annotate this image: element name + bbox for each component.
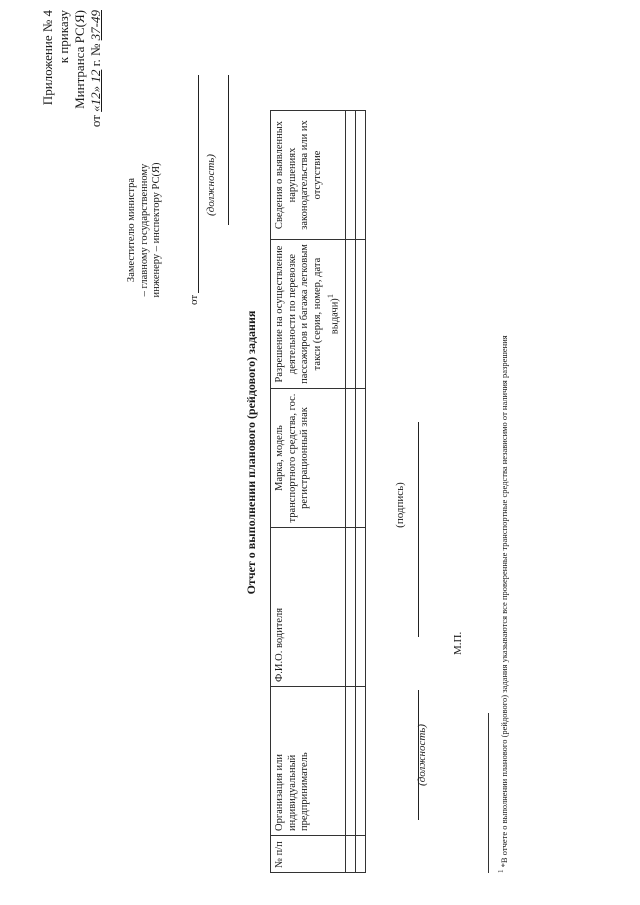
recipient-block	[126, 130, 164, 330]
appendix-ministry: Минтранса РС(Я)	[72, 10, 87, 109]
recipient-line-3: инженеру – инспектору РС(Я)	[151, 162, 162, 298]
date-prefix: от	[88, 115, 103, 128]
position-caption: (должность)	[416, 724, 428, 786]
table-cell	[346, 528, 356, 687]
table-cell	[346, 687, 356, 836]
table-cell	[356, 111, 366, 240]
footnote-separator	[488, 713, 489, 873]
stamp-place: М.П.	[452, 631, 464, 655]
col-violations: Сведения о выявленных нарушениях законодательства или их отсутствие	[271, 111, 346, 240]
recipient-line-2: – главному государственному	[138, 163, 150, 297]
report-title: Отчет о выполнении планового (рейдового) задания	[244, 310, 258, 595]
appendix-date-line	[88, 10, 104, 270]
appendix-header	[40, 10, 104, 270]
year-suffix: г. №	[88, 43, 103, 67]
col-taxi-permit-text: Разрешение на осуществление деятельности по перевозке пассажиров и багажа легковым такси (серия, номер, дата выдачи)	[274, 244, 341, 384]
recipient-line-1: Заместителю министра	[126, 177, 137, 283]
col-driver-name: Ф.И.О. водителя	[271, 528, 346, 687]
appendix-order-ref: к приказу	[56, 10, 71, 64]
table-cell	[346, 111, 356, 240]
footnote-text: *В отчете о выполнении планового (рейдового) задания указываются все проверенные транспортные средства независимо от наличия разрешения	[498, 335, 509, 868]
table-cell	[346, 240, 356, 389]
table-cell	[356, 836, 366, 873]
table-cell	[346, 836, 356, 873]
col-taxi-permit	[271, 240, 346, 389]
from-position-caption: (должность)	[205, 154, 217, 216]
appendix-number: Приложение № 4	[40, 10, 55, 106]
col-vehicle: Марка, модель транспортного средства, гос. регистрационный знак	[271, 389, 346, 528]
footnote-mark: 1	[497, 869, 505, 873]
from-label: от	[188, 294, 200, 305]
table-cell	[356, 687, 366, 836]
table-cell	[356, 240, 366, 389]
handwritten-date: «12» 12	[88, 69, 103, 112]
table-cell	[356, 389, 366, 528]
from-field	[182, 75, 202, 305]
col-number: № п/п	[271, 836, 346, 873]
table-row	[356, 111, 366, 873]
report-table	[270, 110, 366, 873]
col-organization: Организация или индивидуальный предприниматель	[271, 687, 346, 836]
signature-line	[418, 422, 419, 637]
handwritten-order-number: 37-49	[88, 10, 103, 41]
from-blank-line	[198, 75, 199, 293]
signature-caption: (подпись)	[394, 482, 406, 528]
table-row	[346, 111, 356, 873]
table-cell	[356, 528, 366, 687]
report-header-row	[271, 111, 346, 873]
col-taxi-permit-footnote-mark: 1	[325, 293, 335, 299]
from-second-blank-line	[228, 75, 229, 225]
footnote	[496, 23, 509, 873]
table-cell	[346, 389, 356, 528]
